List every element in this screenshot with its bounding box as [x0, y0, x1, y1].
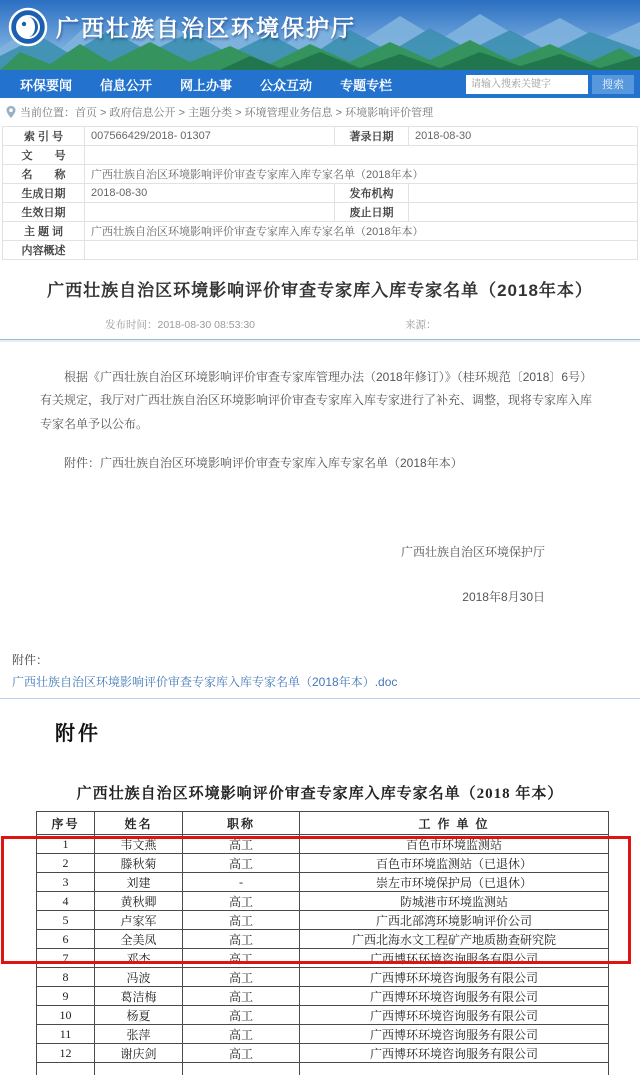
- table-row: [37, 987, 609, 1006]
- meta-index-value: 007566429/2018- 01307: [85, 127, 335, 146]
- site-title: 广西壮族自治区环境保护厅: [56, 15, 356, 41]
- meta-create-date-label: 生成日期: [3, 184, 85, 203]
- meta-doc-no-label: 文 号: [3, 146, 85, 165]
- col-header-no: 序号: [37, 812, 95, 835]
- table-row: [37, 930, 609, 949]
- table-cell: 广西博环环境咨询服务有限公司: [300, 949, 609, 968]
- nav-item-1[interactable]: 环保要闻: [20, 77, 73, 93]
- article-title: 广西壮族自治区环境影响评价审查专家库入库专家名单（2018年本）: [47, 281, 593, 300]
- table-row: [37, 1025, 609, 1044]
- table-row-partial: [37, 1063, 609, 1075]
- expert-table-header-row: [37, 812, 609, 835]
- table-cell: [300, 1063, 609, 1075]
- table-cell: 广西博环环境咨询服务有限公司: [300, 1044, 609, 1063]
- table-cell: 高工: [183, 1025, 300, 1044]
- table-cell: 滕秋菊: [95, 854, 183, 873]
- table-cell: 广西北部湾环境影响评价公司: [300, 911, 609, 930]
- col-header-unit: 工 作 单 位: [300, 812, 609, 835]
- meta-name-label: 名 称: [3, 165, 85, 184]
- table-cell: 8: [37, 968, 95, 987]
- nav-item-2[interactable]: 信息公开: [100, 77, 153, 93]
- meta-subject-value: 广西壮族自治区环境影响评价审查专家库入库专家名单（2018年本）: [85, 222, 638, 241]
- nav-item-4[interactable]: 公众互动: [260, 77, 313, 93]
- signature-org: 广西壮族自治区环境保护厅: [400, 545, 545, 560]
- nav-menu: [6, 75, 406, 94]
- table-cell: 黄秋卿: [95, 892, 183, 911]
- location-pin-icon: [6, 106, 16, 118]
- meta-name-value: 广西壮族自治区环境影响评价审查专家库入库专家名单（2018年本）: [85, 165, 638, 184]
- article-paragraph: 根据《广西壮族自治区环境影响评价审查专家库管理办法（2018年修订）》（桂环规范〔2018〕6号）有关规定，我厅对广西壮族自治区环境影响评价审查专家库入库专家进行了补充、调整，现将专家库入库专家名单予以公布。: [40, 370, 593, 431]
- meta-expire-value: [409, 203, 638, 222]
- expert-table-body: [37, 835, 609, 1075]
- search-box: [466, 75, 634, 94]
- table-cell: 高工: [183, 930, 300, 949]
- table-cell: 广西博环环境咨询服务有限公司: [300, 1006, 609, 1025]
- search-input[interactable]: [466, 75, 588, 94]
- document-meta-table: [2, 126, 638, 260]
- table-cell: 广西北海水文工程矿产地质勘查研究院: [300, 930, 609, 949]
- breadcrumb: [0, 98, 640, 122]
- table-cell: [37, 1063, 95, 1075]
- table-cell: 3: [37, 873, 95, 892]
- breadcrumb-path[interactable]: 首页 > 政府信息公开 > 主题分类 > 环境管理业务信息 > 环境影响评价管理: [75, 107, 434, 119]
- table-row: [37, 1006, 609, 1025]
- meta-index-label: 索 引 号: [3, 127, 85, 146]
- attachment-doc-link[interactable]: 广西壮族自治区环境影响评价审查专家库入库专家名单（2018年本）.doc: [12, 675, 398, 690]
- table-cell: 广西博环环境咨询服务有限公司: [300, 968, 609, 987]
- table-row: [37, 854, 609, 873]
- article-attachment-line: 附件：广西壮族自治区环境影响评价审查专家库入库专家名单（2018年本）: [64, 456, 463, 471]
- table-row: [37, 835, 609, 854]
- meta-subject-label: 主 题 词: [3, 222, 85, 241]
- publish-time: 发布时间：2018-08-30 08:53:30: [105, 319, 255, 331]
- table-cell: 邓杰: [95, 949, 183, 968]
- signature-block: [40, 543, 600, 605]
- table-cell: 高工: [183, 892, 300, 911]
- table-cell: 百色市环境监测站（已退休）: [300, 854, 609, 873]
- appendix-heading: 附件: [55, 723, 101, 746]
- meta-summary-label: 内容概述: [3, 241, 85, 260]
- table-cell: 高工: [183, 987, 300, 1006]
- table-cell: 高工: [183, 1044, 300, 1063]
- search-button[interactable]: 搜索: [592, 75, 634, 94]
- breadcrumb-label: 当前位置：: [20, 107, 75, 119]
- table-cell: 高工: [183, 911, 300, 930]
- table-row: [37, 949, 609, 968]
- table-cell: 葛洁梅: [95, 987, 183, 1006]
- table-cell: 刘建: [95, 873, 183, 892]
- table-cell: 卢家军: [95, 911, 183, 930]
- table-cell: 6: [37, 930, 95, 949]
- meta-record-date-label: 著录日期: [335, 127, 409, 146]
- table-cell: 1: [37, 835, 95, 854]
- table-cell: 7: [37, 949, 95, 968]
- meta-effective-label: 生效日期: [3, 203, 85, 222]
- appendix-table-title: 广西壮族自治区环境影响评价审查专家库入库专家名单（2018 年本）: [76, 786, 564, 803]
- table-cell: 高工: [183, 835, 300, 854]
- meta-doc-no-value: [85, 146, 638, 165]
- table-cell: 高工: [183, 949, 300, 968]
- table-cell: 5: [37, 911, 95, 930]
- nav-item-5[interactable]: 专题专栏: [340, 77, 393, 93]
- attachment-label: 附件：: [12, 653, 49, 668]
- site-banner: [0, 0, 640, 70]
- table-cell: 高工: [183, 1006, 300, 1025]
- expert-table: [36, 811, 609, 1075]
- meta-create-date-value: 2018-08-30: [85, 184, 335, 203]
- table-cell: [95, 1063, 183, 1075]
- title-divider: [0, 339, 640, 342]
- meta-effective-value: [85, 203, 335, 222]
- table-cell: 2: [37, 854, 95, 873]
- agency-logo-icon: [8, 7, 48, 47]
- table-cell: 9: [37, 987, 95, 1006]
- meta-expire-label: 废止日期: [335, 203, 409, 222]
- table-row: [37, 892, 609, 911]
- signature-date: 2018年8月30日: [462, 590, 545, 605]
- table-cell: 11: [37, 1025, 95, 1044]
- article-body: [0, 366, 640, 605]
- nav-item-3[interactable]: 网上办事: [180, 77, 233, 93]
- source-label: 来源：: [405, 319, 437, 331]
- table-cell: 广西博环环境咨询服务有限公司: [300, 1025, 609, 1044]
- table-cell: 全美凤: [95, 930, 183, 949]
- meta-record-date-value: 2018-08-30: [409, 127, 638, 146]
- table-cell: -: [183, 873, 300, 892]
- table-cell: 10: [37, 1006, 95, 1025]
- table-cell: 高工: [183, 854, 300, 873]
- col-header-name: 姓名: [95, 812, 183, 835]
- meta-publisher-value: [409, 184, 638, 203]
- table-cell: 百色市环境监测站: [300, 835, 609, 854]
- publish-info: [0, 317, 640, 332]
- table-cell: 冯波: [95, 968, 183, 987]
- table-cell: 防城港市环境监测站: [300, 892, 609, 911]
- table-cell: 张萍: [95, 1025, 183, 1044]
- table-cell: 韦文燕: [95, 835, 183, 854]
- table-cell: 杨夏: [95, 1006, 183, 1025]
- table-cell: 广西博环环境咨询服务有限公司: [300, 987, 609, 1006]
- table-cell: 12: [37, 1044, 95, 1063]
- table-cell: 崇左市环境保护局（已退休）: [300, 873, 609, 892]
- table-row: [37, 1044, 609, 1063]
- attachment-box: [0, 651, 640, 699]
- table-row: [37, 911, 609, 930]
- table-cell: 谢庆剑: [95, 1044, 183, 1063]
- main-nav: [0, 70, 640, 98]
- meta-summary-value: [85, 241, 638, 260]
- col-header-title: 职称: [183, 812, 300, 835]
- table-row: [37, 968, 609, 987]
- table-cell: 4: [37, 892, 95, 911]
- table-cell: 高工: [183, 968, 300, 987]
- table-row: [37, 873, 609, 892]
- meta-publisher-label: 发布机构: [335, 184, 409, 203]
- table-cell: [183, 1063, 300, 1075]
